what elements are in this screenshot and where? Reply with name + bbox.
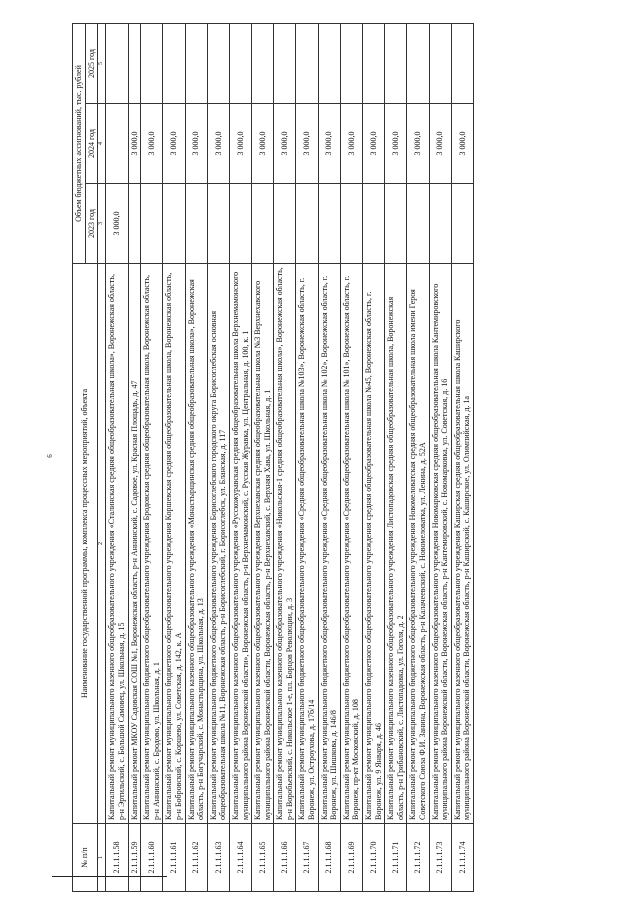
row-number: 2.1.1.1.63	[207, 824, 229, 892]
table-row	[229, 23, 251, 891]
row-number: 2.1.1.1.60	[141, 824, 163, 892]
row-name: Капитальный ремонт муниципального казенного общеобразовательного учреждения Верхнехавская средняя общеобразовательная школа №3 Верхнехавского муниципального района Воронежской области, Воронежская область, р-н Верхнехавский, с. Верхняя Хава, ул. Школьная, д. 1	[252, 264, 274, 824]
row-name: Капитальный ремонт муниципального бюджетного общеобразовательного учреждения «Средняя общеобразовательная школа № 101», Воронежская область, г. Воронеж, пр-кт Московский, д. 108	[340, 264, 362, 824]
row-value-2024: 3 000,0	[429, 104, 451, 184]
row-value-2024: 3 000,0	[252, 104, 274, 184]
row-value-2024: 3 000,0	[274, 104, 296, 184]
row-name: Капитальный ремонт муниципального казенного общеобразовательного учреждения «Русскожуравская средняя общеобразовательная школа Верхнемамонского муниципального района Воронежской области», Воронежская область, р-н Верхнемамонский, с. Русская Журавка, ул. Центральная, д. 100, к. 1	[229, 264, 251, 824]
row-number: 2.1.1.1.69	[340, 824, 362, 892]
row-value-2023	[141, 184, 163, 264]
row-value-2024: 3 000,0	[128, 104, 141, 184]
row-value-2025	[128, 23, 141, 103]
row-value-2023: 3 000,0	[106, 184, 128, 264]
table-body	[106, 23, 474, 891]
table-row	[429, 23, 451, 891]
row-value-2024	[106, 104, 128, 184]
table-row	[318, 23, 340, 891]
table-row	[363, 23, 385, 891]
row-value-2024: 3 000,0	[163, 104, 185, 184]
row-name: Капитальный ремонт муниципального казенного общеобразовательного учреждения «Сталинская средняя общеобразовательная школа», Воронежская область, р-н Эртильский, с. Большой Самовец, ул. Школьная, д. 15	[106, 264, 128, 824]
row-value-2024: 3 000,0	[296, 104, 318, 184]
row-value-2025	[252, 23, 274, 103]
row-name: Капитальный ремонт муниципального бюджетного общеобразовательного учреждения Бродовская средняя общеобразовательная школа, Воронежская область, р-н Аннинский, с. Бродово, ул. Школьная, д. 1	[141, 264, 163, 824]
row-value-2023	[451, 184, 473, 264]
header-year-2024: 2024 год	[85, 104, 98, 184]
row-value-2025	[229, 23, 251, 103]
row-value-2025	[429, 23, 451, 103]
column-index: 5	[98, 23, 106, 103]
row-number: 2.1.1.1.65	[252, 824, 274, 892]
row-value-2025	[106, 23, 128, 103]
row-value-2024: 3 000,0	[340, 104, 362, 184]
row-number: 2.1.1.1.64	[229, 824, 251, 892]
column-index: 2	[98, 264, 106, 824]
table-row	[141, 23, 163, 891]
row-value-2024: 3 000,0	[407, 104, 429, 184]
column-index: 1	[98, 824, 106, 892]
footer-divider	[52, 876, 167, 877]
row-value-2024: 3 000,0	[185, 104, 207, 184]
row-value-2023	[185, 184, 207, 264]
row-value-2025	[340, 23, 362, 103]
row-number: 2.1.1.1.61	[163, 824, 185, 892]
budget-table-sheet	[72, 24, 640, 892]
row-value-2025	[274, 23, 296, 103]
budget-table	[72, 23, 474, 892]
table-row	[163, 23, 185, 891]
row-name: Капитальный ремонт муниципального бюджетного общеобразовательного учреждения средняя общеобразовательная школа №45, Воронежская область, г. Воронеж, ул. 9 Января, д. 46	[363, 264, 385, 824]
row-number: 2.1.1.1.58	[106, 824, 128, 892]
column-index: 4	[98, 104, 106, 184]
row-name: Капитальный ремонт МКОУ Садовская СОШ №1, Воронежская область, р-н Аннинский, с. Садовое, ул. Красная Площадь, д. 47	[128, 264, 141, 824]
row-value-2025	[163, 23, 185, 103]
row-value-2023	[385, 184, 407, 264]
row-name: Капитальный ремонт муниципального бюджетного общеобразовательного учреждения Новомеловатская средняя общеобразовательная школа имени Героя Советского Союза Ф.И. Занина, Воронежская область, р-н Калачеевский, с. Новомеловатка, ул. Ленина, д. 52А	[407, 264, 429, 824]
table-row	[407, 23, 429, 891]
row-number: 2.1.1.1.68	[318, 824, 340, 892]
table-row	[252, 23, 274, 891]
row-value-2025	[407, 23, 429, 103]
row-value-2024: 3 000,0	[385, 104, 407, 184]
row-number: 2.1.1.1.66	[274, 824, 296, 892]
row-value-2023	[296, 184, 318, 264]
page-number: 6	[45, 454, 54, 458]
row-name: Капитальный ремонт муниципального бюджетного общеобразовательного учреждения Коршевская средняя общеобразовательная школа, Воронежская область, р-н Бобровский, с. Коршево, ул. Советская, д. 142, к. А	[163, 264, 185, 824]
row-value-2023	[340, 184, 362, 264]
table-row	[451, 23, 473, 891]
header-name: Наименование государственной программы, комплекса процессных мероприятий, объекта	[73, 264, 98, 824]
header-year-2025: 2025 год	[85, 23, 98, 103]
row-value-2024: 3 000,0	[318, 104, 340, 184]
row-value-2023	[229, 184, 251, 264]
row-name: Капитальный ремонт муниципального казенного общеобразовательного учреждения «Никольская-1 средняя общеобразовательная школа», Воронежская область, р-н Воробьевский, с. Никольское 1-е, пл. Борцов Революции, д. 3	[274, 264, 296, 824]
row-value-2023	[128, 184, 141, 264]
row-value-2023	[252, 184, 274, 264]
row-number: 2.1.1.1.72	[407, 824, 429, 892]
row-number: 2.1.1.1.74	[451, 824, 473, 892]
row-number: 2.1.1.1.67	[296, 824, 318, 892]
row-value-2025	[363, 23, 385, 103]
table-row	[185, 23, 207, 891]
table-row	[106, 23, 128, 891]
column-index: 3	[98, 184, 106, 264]
row-value-2025	[318, 23, 340, 103]
row-name: Капитальный ремонт муниципального бюджетного общеобразовательного учреждения Борисоглебского городского округа Борисоглебская основная общеобразовательная школа №11, Воронежская область, р-н Борисоглебский, г. Борисоглебск, ул. Бланская, д. 117	[207, 264, 229, 824]
row-name: Капитальный ремонт муниципального бюджетного общеобразовательного учреждения «Средняя общеобразовательная школа № 102», Воронежская область, г. Воронеж, ул. Шишкова, д. 146/8	[318, 264, 340, 824]
table-row	[340, 23, 362, 891]
row-name: Капитальный ремонт муниципального казенного общеобразовательного учреждения Каширская средняя общеобразовательная школа Каширского муниципального района Воронежской области, Воронежская область, р-н Каширский, с. Каширское, ул. Олимпийская, д. 1а	[451, 264, 473, 824]
table-row	[385, 23, 407, 891]
table-row	[207, 23, 229, 891]
row-value-2025	[296, 23, 318, 103]
row-value-2024: 3 000,0	[141, 104, 163, 184]
row-value-2024: 3 000,0	[207, 104, 229, 184]
row-name: Капитальный ремонт муниципального казенного общеобразовательного учреждения «Монастырщинская средняя общеобразовательная школа», Воронежская область, р-н Богучарский, с. Монастырщина, ул. Школьная, д. 13	[185, 264, 207, 824]
row-number: 2.1.1.1.73	[429, 824, 451, 892]
row-number: 2.1.1.1.71	[385, 824, 407, 892]
row-value-2023	[207, 184, 229, 264]
row-value-2023	[363, 184, 385, 264]
table-row	[296, 23, 318, 891]
row-value-2025	[385, 23, 407, 103]
header-volume: Объем бюджетных ассигнований, тыс. рублей	[73, 23, 86, 263]
row-name: Капитальный ремонт муниципального бюджетного общеобразовательного учреждения «Средняя общеобразовательная школа №103», Воронежская область, г. Воронеж, ул. Остроухова, д. 17б/14	[296, 264, 318, 824]
row-value-2024: 3 000,0	[363, 104, 385, 184]
row-value-2023	[163, 184, 185, 264]
row-number: 2.1.1.1.70	[363, 824, 385, 892]
row-value-2025	[451, 23, 473, 103]
row-value-2023	[274, 184, 296, 264]
row-value-2025	[207, 23, 229, 103]
row-value-2025	[141, 23, 163, 103]
row-value-2023	[407, 184, 429, 264]
row-value-2025	[185, 23, 207, 103]
header-number: № п/п	[73, 824, 98, 892]
row-name: Капитальный ремонт муниципального казенного общеобразовательного учреждения Новомарковская средняя общеобразовательная школа Кантемировского муниципального района Воронежской области, Воронежская область, р-н Кантемировский, с. Новомарковка, ул. Советская, д. 16	[429, 264, 451, 824]
table-row	[128, 23, 141, 891]
header-year-2023: 2023 год	[85, 184, 98, 264]
row-value-2023	[318, 184, 340, 264]
row-number: 2.1.1.1.59	[128, 824, 141, 892]
table-row	[274, 23, 296, 891]
row-number: 2.1.1.1.62	[185, 824, 207, 892]
row-value-2024: 3 000,0	[229, 104, 251, 184]
row-value-2023	[429, 184, 451, 264]
row-value-2024: 3 000,0	[451, 104, 473, 184]
row-name: Капитальный ремонт муниципального казенного общеобразовательного учреждения Листопадовская средняя общеобразовательная школа, Воронежская область, р-н Грибановский, с. Листопадовка, ул. Гоголя, д. 2	[385, 264, 407, 824]
